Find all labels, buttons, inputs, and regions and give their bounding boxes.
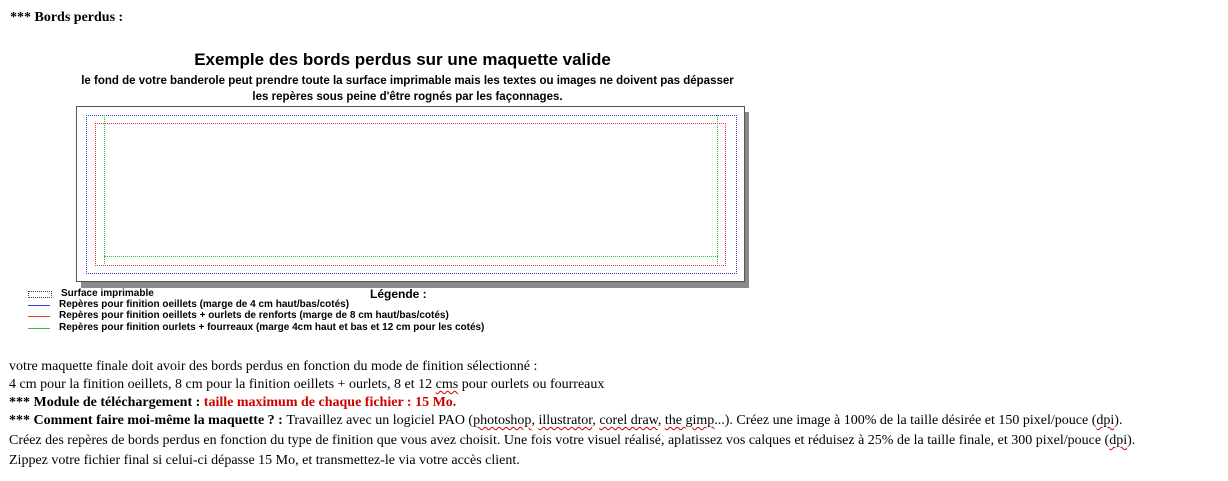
text-segment: , — [531, 413, 539, 428]
zip-instructions-text: Zippez votre fichier final si celui-ci dépasse 15 Mo, et transmettez-le via votre accès client. — [9, 453, 520, 468]
bleed-margins-text — [9, 377, 604, 393]
bleed-requirement-text: votre maquette finale doit avoir des bords perdus en fonction du mode de finition sélectionné : — [9, 359, 538, 374]
figure-title: Exemple des bords perdus sur une maquette valide — [194, 50, 611, 69]
spellcheck-word: cms — [435, 377, 459, 392]
text-segment: , — [592, 413, 600, 428]
spellcheck-word: illustrator — [538, 413, 593, 428]
guide-hems-sleeves-bottom — [104, 123, 718, 257]
bleed-example-figure — [0, 40, 800, 345]
text-segment: ). — [1127, 433, 1136, 448]
legend-label: Repères pour finition oeillets + ourlets de renforts (marge de 8 cm haut/bas/cotés) — [59, 310, 449, 321]
text-segment: , — [657, 413, 665, 428]
text-segment: 4 cm pour la finition oeillets, 8 cm pour la finition oeillets + ourlets, 8 et 12 — [9, 377, 436, 392]
text-segment: Créez des repères de bords perdus en fonction du type de finition que vous avez choisit. Une fois votre visuel réalisé, aplatissez vos calques et réduisez à 25% de la taille finale, et 300 pixel/pouce ( — [9, 433, 1110, 448]
legend-label: Repères pour finition ourlets + fourreaux (marge 4cm haut et bas et 12 cm pour les cotés) — [59, 322, 485, 333]
text-segment: ...). Créez une image à 100% de la taille désirée et 150 pixel/pouce ( — [714, 413, 1097, 428]
figure-subtitle-line-2: les repères sous peine d'être rognés par les façonnages. — [252, 91, 563, 103]
section-heading: *** Bords perdus : — [10, 10, 124, 25]
diy-mockup-text — [9, 413, 1122, 429]
bleed-guides-text — [9, 433, 1135, 449]
spellcheck-word: dpi — [1096, 413, 1115, 428]
text-segment: ). — [1114, 413, 1123, 428]
spellcheck-word: photoshop — [473, 413, 532, 428]
legend-swatch-green — [28, 328, 50, 329]
spellcheck-word: dpi — [1109, 433, 1128, 448]
upload-module-text — [9, 395, 456, 411]
banner-printable-surface — [76, 106, 745, 282]
legend-item-hems-sleeves — [28, 322, 484, 334]
text-segment: Travaillez avec un logiciel PAO ( — [286, 413, 474, 428]
figure-subtitle-line-1: le fond de votre banderole peut prendre toute la surface imprimable mais les textes ou images ne doivent pas dépasser — [81, 75, 734, 87]
legend-title: Légende : — [370, 287, 427, 301]
legend-label: Repères pour finition oeillets (marge de 4 cm haut/bas/cotés) — [59, 299, 350, 310]
legend-label: Surface imprimable — [61, 288, 154, 299]
spellcheck-word: corel draw — [599, 413, 658, 428]
legend-swatch-red — [28, 316, 50, 317]
legend-swatch-surface — [28, 291, 52, 298]
legend-swatch-blue — [28, 305, 50, 306]
max-file-size-notice: taille maximum de chaque fichier : 15 Mo. — [203, 395, 457, 410]
text-segment: pour ourlets ou fourreaux — [458, 377, 605, 392]
diy-mockup-label: *** Comment faire moi-même la maquette ? : — [9, 413, 287, 428]
spellcheck-word: the gimp — [664, 413, 715, 428]
upload-module-label: *** Module de téléchargement : — [9, 395, 204, 410]
legend-item-eyelets-hems — [28, 310, 449, 322]
